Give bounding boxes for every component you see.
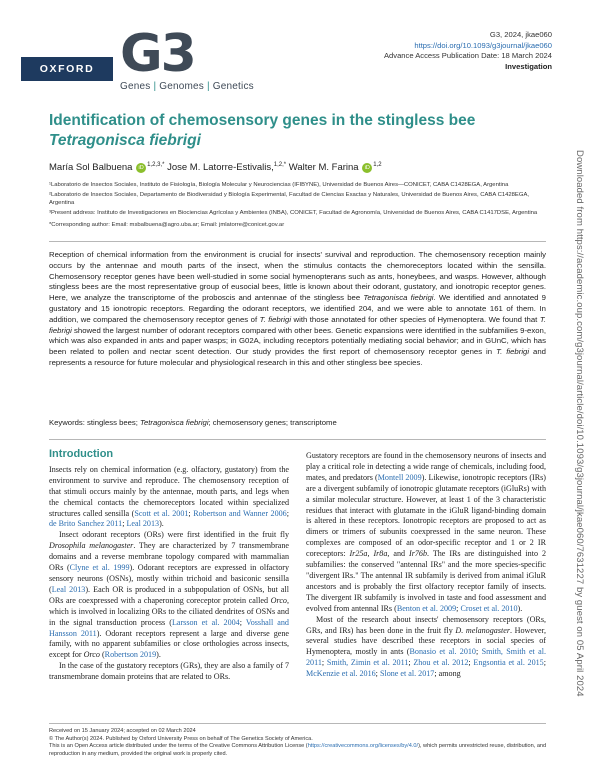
abstract [49, 250, 546, 369]
body-column-left [49, 449, 289, 683]
citation-link[interactable]: Zhou et al. 2012 [413, 658, 469, 668]
body-text: ( [99, 650, 105, 660]
body-text: ; [188, 508, 194, 518]
body-text: ). [517, 603, 523, 613]
abstract-text: Tetragonisca fiebrigi [363, 293, 434, 303]
body-text: ). Odorant receptors are expressed in olfactory sensory neurons (OSNs), mostly within trichoid and basiconic sensilla ( [49, 563, 289, 594]
citation-link[interactable]: Robertson 2019 [104, 650, 157, 660]
received-dates: Received on 15 January 2024; accepted on 02 March 2024 [49, 728, 196, 734]
body-text: Ir25a [349, 549, 368, 559]
body-paragraph [49, 465, 289, 530]
corresponding-author: *Corresponding author: Email: msbalbuena@agro.uba.ar; Email: jmlatorre@conicet.gov.ar [49, 221, 285, 228]
body-text: ; among [434, 669, 461, 679]
citation-link[interactable]: Smith, Zimin et al. 2011 [326, 658, 409, 668]
body-text: D. melanogaster [455, 625, 510, 635]
body-text: Most of the research about insects' chemosensory receptors (ORs, GRs, and IRs) has been done in the fruit fly [306, 614, 546, 635]
divider [49, 723, 546, 724]
body-text: ; [286, 508, 289, 518]
body-text: ). [156, 650, 161, 660]
body-text: ; [122, 519, 127, 529]
body-text: , and [387, 549, 409, 559]
body-text: Orco [270, 595, 287, 605]
abstract-text: . We identified and annotated 9 gustatory and 15 ionotropic receptors. Regarding the odorant receptors, we identified 204, and we were able to annotate 161 of them. In addition, we compared the chemosensory receptor genes of [49, 293, 546, 324]
body-text: Ir8a [373, 549, 388, 559]
keywords [49, 418, 337, 427]
citation-link[interactable]: Croset et al. 2010 [460, 603, 518, 613]
g3-journal-logo [120, 24, 254, 92]
citation-link[interactable]: Robertson and Wanner 2006 [193, 508, 287, 518]
body-paragraph [306, 451, 546, 615]
citation-link[interactable]: Clyne et al. 1999 [69, 563, 130, 573]
body-text: . The IRs are distinguished into 2 subfamilies: the conserved "antennal IRs" and the more species-specific "divergent IRs." The antennal IR subfamily is derived from animal iGluR ancestors and is probably the first olfactory receptor family of insects. The divergent IR subfamily is involved in taste and food assessment and evolved from antennal IRs ( [306, 549, 547, 613]
body-text: , [367, 549, 374, 559]
abstract-text: Reception of chemical information from the environment is crucial for insects' survival and reproduction. The chemosensory reception mainly occurs by the antennae and mouth parts of the insect, when the stimulus contacts the chemoreceptors located within the sensilla. Chemosensory receptor genes have been well-studied in some social hymenopterans such as ants, honeybees, and wasps. However, although stingless bees are the most representative group of eusocial bees, little is known about their odorant, gustatory, and ionotropic receptor genes. Here, we analyze the transcriptome of the proboscis and antennae of the stingless bee [49, 250, 546, 303]
oxford-logo [21, 57, 113, 81]
citation-link[interactable]: Scott et al. 2001 [134, 508, 189, 518]
publisher-label: OXFORD [39, 63, 95, 75]
header-metadata [384, 30, 552, 72]
affiliation: ¹Laboratorio de Insectos Sociales, Instituto de Fisiología, Biología Molecular y Neurociencias (IFIBYNE), Universidad de Buenos Aires—CONICET, CABA C1428EGA, Argentina [49, 182, 509, 188]
body-text: . They are characterized by 7 transmembrane domains and a reverse membrane topology compared with mammalian ORs ( [49, 541, 289, 573]
divider [49, 241, 546, 242]
body-column-right [306, 451, 546, 680]
download-watermark: Downloaded from https://academic.oup.com/g3journal/article/doi/10.1093/g3journal/jkae060/7631227 by guest on 05 April 2024 [574, 150, 585, 697]
body-text: ). [159, 519, 164, 529]
abstract-text: T. fiebrigi [259, 314, 292, 324]
orcid-icon[interactable]: iD [362, 163, 372, 173]
copyright: © The Author(s) 2024. Published by Oxford University Press on behalf of The Genetics Society of America. [49, 735, 313, 742]
body-text: ; [408, 658, 414, 668]
affiliation: ³Present address: Instituto de Investigaciones en Biociencias Agrícolas y Ambientes (INBA), CONICET, Facultad de Agronomía, Universidad de Buenos Aires, CABA C1417DSE, Argentina [49, 209, 538, 216]
article-section: Investigation [505, 61, 552, 71]
affiliation: ²Laboratorio de Insectos Sociales, Departamento de Biodiversidad y Biología Experimental, Facultad de Ciencias Exactas y Naturales, Universidad de Buenos Aires, CABA C1428EGA, Argentina [49, 191, 530, 206]
citation-link[interactable]: Engsontia et al. 2015 [473, 658, 544, 668]
g3-subtitle: Genes | Genomes | Genetics [120, 81, 254, 92]
abstract-text: T. fiebrigi [496, 347, 530, 357]
abstract-text: and represents a resource for future molecular and physiological research in this and other stingless bee species. [49, 347, 546, 367]
citation-link[interactable]: Bonasio et al. 2010 [409, 647, 476, 657]
body-text: Orco [83, 650, 100, 660]
author-list: María Sol Balbuena iD $^{1,2,3,*}$ Jose M. Latorre-Estivalis,$^{1,2,*}$ Walter M. Farina iD $^{1,2}$ [49, 162, 382, 174]
keyword-text: Tetragonisca fiebrigi [140, 418, 209, 427]
body-paragraph [306, 615, 546, 680]
body-text: ; [543, 658, 546, 668]
body-text: ). Odorant receptors represent a large and diverse gene family, with no apparent subfamilies or close orthologies across insects, except for [49, 628, 289, 660]
body-text: ; [375, 669, 380, 679]
body-text: In the case of the gustatory receptors (GRs), they are also a family of 7 transmembrane domain proteins that are related to ORs. [49, 661, 289, 682]
citation-link[interactable]: de Brito Sanchez 2011 [49, 519, 123, 529]
citation-link[interactable]: Benton et al. 2009 [396, 603, 457, 613]
body-text: . However, several studies have described these receptors in social species of Hymenoptera, mostly in ants ( [306, 625, 546, 657]
license-text: This is an Open Access article distributed under the terms of the Creative Commons Attribution License (https://creativecommons.org/licenses/by/4.0/), which permits unrestricted reuse, distribution, and reproduction in any medium, provided the original work is properly cited. [49, 743, 547, 757]
keyword-text: Keywords: stingless bees; [49, 418, 141, 427]
body-text: ; [321, 658, 327, 668]
footer [49, 728, 549, 758]
body-text: Gustatory receptors are found in the chemosensory neurons of insects and play a critical role in detecting a wide range of chemicals, including food, mates, and predators ( [306, 451, 546, 482]
citation-link[interactable]: Larsson et al. 2004 [171, 617, 240, 627]
citation-link[interactable]: Montell 2009 [377, 472, 422, 482]
abstract-text: T. fiebrigi [49, 314, 546, 335]
citation: G3, 2024, jkae060 [489, 30, 552, 39]
author-name: María Sol Balbuena [49, 162, 133, 174]
body-paragraph [49, 530, 289, 661]
body-text: Insects rely on chemical information (e.g. olfactory, gustatory) from the environment to survive and reproduce. The chemosensory reception of that stimuli occurs mainly by the antennae, mouth parts, and legs when the chemical contacts the chemoreceptors located within specialized structures called sensilla ( [49, 464, 289, 518]
body-paragraph [49, 661, 289, 683]
body-text: ; [468, 658, 474, 668]
orcid-icon[interactable]: iD [136, 163, 146, 173]
author-name: Jose M. Latorre-Estivalis, [167, 162, 274, 174]
body-text: Insect odorant receptors (ORs) were first identified in the fruit fly [59, 530, 289, 540]
citation-link[interactable]: Vosshall and Hansson 2011 [49, 617, 289, 638]
body-text: ; [456, 603, 461, 613]
body-text: Ir76b [409, 549, 427, 559]
citation-link[interactable]: Slone et al. 2017 [379, 669, 435, 679]
advance-access-date: Advance Access Publication Date: 18 March 2024 [383, 51, 552, 60]
citation-link[interactable]: Smith, Smith et al. 2011 [306, 647, 546, 668]
body-text: Drosophila melanogaster [49, 541, 134, 551]
section-heading: Introduction [49, 448, 114, 460]
article-title: Identification of chemosensory genes in the stingless bee Tetragonisca fiebrigi [49, 112, 476, 149]
body-text: ). Each OR is produced in a subpopulation of OSNs, but all ORs are coexpressed with a chaperoning coreceptor protein called [49, 584, 290, 605]
citation-link[interactable]: Leal 2013 [51, 584, 86, 594]
author-name: Walter M. Farina [288, 162, 359, 174]
abstract-text: with those annotated for other species of Hymenoptera. We found that [291, 314, 540, 324]
body-text: ). Likewise, ionotropic receptors (IRs) are a divergent subfamily of ionotropic glutamate receptors (iGluRs) with a similar molecular structure. However, at least 1 of the 3 characteristic residues that interact with glutamate in the iGluR ligand-binding domain is altered in these receptors. Ionotropic receptors are proposed to act as dimers or trimers of subunits coexpressed in the same neuron. These complexes are composed of an odor-specific receptor and 1 or 2 IR coreceptors: [306, 472, 546, 559]
keyword-text: ; chemosensory genes; transcriptome [208, 418, 337, 427]
abstract-text: showed the largest number of odorant receptors compared with other bees. Genetic expansions were identified in the subfamilies 9-exon, which was also expanded in ants and paper wasps; in G02A, including receptors potentially mediating social behavior; and in GUnC, which has been related to pollen and nectar scent detection. Our study provides the first report of chemosensory receptor genes in [49, 325, 546, 357]
citation-link[interactable]: McKenzie et al. 2016 [306, 669, 376, 679]
body-text: ; [239, 617, 246, 627]
citation-link[interactable]: Leal 2013 [126, 519, 160, 529]
doi-link[interactable]: https://doi.org/10.1093/g3journal/jkae060 [414, 40, 552, 50]
body-text: ; [475, 647, 482, 657]
body-text: , which is involved in localizing ORs to the ciliated dendrites of OSNs and in the signal transduction process ( [49, 595, 289, 627]
divider [49, 439, 546, 440]
affiliations [49, 181, 549, 231]
g3-mark: G3 [120, 24, 195, 84]
license-link[interactable]: https://creativecommons.org/licenses/by/4.0/ [307, 743, 419, 750]
